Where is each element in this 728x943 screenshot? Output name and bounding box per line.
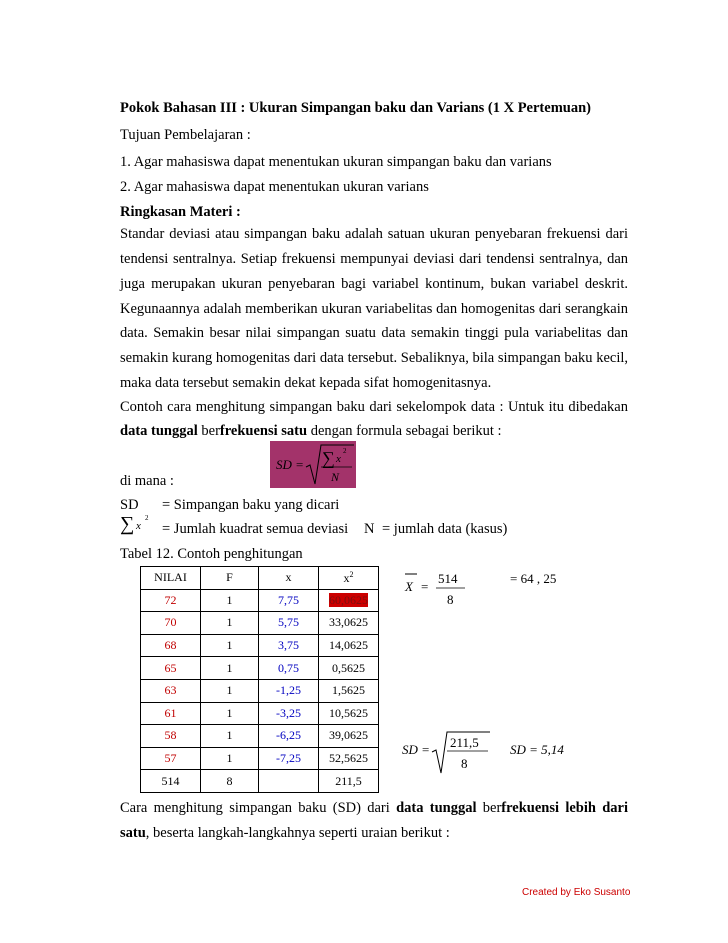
table-row bbox=[141, 634, 379, 657]
formula-var: x bbox=[336, 453, 341, 465]
page-heading: Pokok Bahasan III : Ukuran Simpangan baku dan Varians (1 X Pertemuan) bbox=[120, 100, 591, 116]
sd-formula bbox=[270, 441, 356, 488]
def-sd-symbol: SD bbox=[120, 497, 139, 513]
paragraph-line: data. Semakin besar nilai simpangan suatu data semakin tinggi pula variabelitas dan bbox=[120, 325, 628, 341]
sum-var: x bbox=[136, 520, 141, 532]
cell-x2: 0,5625 bbox=[319, 657, 379, 680]
cell-nilai: 68 bbox=[141, 634, 201, 657]
table-row bbox=[141, 657, 379, 680]
cell-f: 1 bbox=[201, 612, 259, 635]
cell-nilai: 63 bbox=[141, 679, 201, 702]
cell-x: 0,75 bbox=[259, 657, 319, 680]
text-span: Cara menghitung simpangan baku (SD) dari bbox=[120, 800, 397, 816]
paragraph-line: semakin kurang homogenitas dari data tersebut. Sebaliknya, bila simpangan baku kecil, bbox=[120, 350, 628, 366]
table-total-row bbox=[141, 770, 379, 793]
where-label: di mana : bbox=[120, 473, 174, 489]
bold-term: frekuensi lebih dari bbox=[501, 800, 628, 816]
sd-num: 211,5 bbox=[450, 735, 479, 750]
bold-term: satu bbox=[120, 825, 146, 841]
sd-numeric-formula bbox=[400, 728, 590, 776]
cell-f: 1 bbox=[201, 702, 259, 725]
mean-eq: = bbox=[421, 579, 429, 594]
text-span: ber bbox=[476, 800, 502, 816]
table-caption: Tabel 12. Contoh penghitungan bbox=[120, 546, 303, 562]
objectives-label: Tujuan Pembelajaran : bbox=[120, 127, 251, 143]
mean-lhs: X bbox=[405, 579, 413, 594]
cell-nilai: 61 bbox=[141, 702, 201, 725]
def-n-text: = jumlah data (kasus) bbox=[382, 521, 508, 537]
total-nilai: 514 bbox=[141, 770, 201, 793]
table-row bbox=[141, 679, 379, 702]
mean-formula bbox=[395, 568, 585, 610]
mean-result: = 64 , 25 bbox=[510, 571, 557, 586]
table-row bbox=[141, 702, 379, 725]
bold-term: data tunggal bbox=[120, 423, 198, 439]
sum-exp: 2 bbox=[145, 514, 149, 522]
sd-result: SD = 5,14 bbox=[510, 742, 564, 757]
cell-f: 1 bbox=[201, 634, 259, 657]
sum-symbol: ∑ bbox=[322, 448, 335, 468]
header-nilai: NILAI bbox=[141, 567, 201, 590]
cell-x: -3,25 bbox=[259, 702, 319, 725]
cell-x2: 1,5625 bbox=[319, 679, 379, 702]
header-x2: $x^2$ bbox=[319, 567, 379, 590]
text-span: dengan formula sebagai berikut : bbox=[307, 423, 502, 439]
example-intro-2 bbox=[120, 422, 502, 440]
sd-lhs: SD = bbox=[402, 742, 430, 757]
def-n-symbol: N bbox=[364, 521, 375, 537]
cell-x2: 33,0625 bbox=[319, 612, 379, 635]
cell-nilai: 57 bbox=[141, 747, 201, 770]
bold-term: data tunggal bbox=[396, 800, 477, 816]
formula-lhs: SD = bbox=[276, 457, 304, 472]
cell-nilai: 72 bbox=[141, 589, 201, 612]
cell-x: -7,25 bbox=[259, 747, 319, 770]
table-row bbox=[141, 747, 379, 770]
paragraph-line: Standar deviasi atau simpangan baku adalah satuan ukuran penyebaran frekuensi dari bbox=[120, 226, 628, 242]
mean-num: 514 bbox=[438, 571, 458, 586]
cell-x2 bbox=[319, 589, 379, 612]
cell-x2: 52,5625 bbox=[319, 747, 379, 770]
paragraph-line: Kegunaannya adalah memberikan ukuran variabelitas dan homogenitas dari serangkain bbox=[120, 301, 628, 317]
cell-f: 1 bbox=[201, 679, 259, 702]
bottom-line-2 bbox=[120, 824, 450, 842]
text-span: , beserta langkah-langkahnya seperti uraian berikut : bbox=[145, 825, 450, 841]
cell-f: 1 bbox=[201, 725, 259, 748]
bold-term: frekuensi satu bbox=[219, 423, 308, 439]
cell-x2: 10,5625 bbox=[319, 702, 379, 725]
computation-table bbox=[140, 566, 379, 793]
sd-den: 8 bbox=[461, 756, 468, 771]
def-sd-text: = Simpangan baku yang dicari bbox=[162, 497, 340, 513]
table-row bbox=[141, 589, 379, 612]
header-x: x bbox=[259, 567, 319, 590]
bottom-line-1 bbox=[120, 799, 628, 817]
objective-1: 1. Agar mahasiswa dapat menentukan ukuran simpangan baku dan varians bbox=[120, 154, 552, 170]
objective-2: 2. Agar mahasiswa dapat menentukan ukuran varians bbox=[120, 179, 429, 195]
sd-formula-box bbox=[270, 441, 356, 488]
table-row bbox=[141, 612, 379, 635]
example-intro: Contoh cara menghitung simpangan baku dari sekelompok data : Untuk itu dibedakan bbox=[120, 399, 628, 415]
mean-den: 8 bbox=[447, 592, 454, 607]
sum-symbol: ∑ bbox=[120, 513, 135, 535]
cell-x: 7,75 bbox=[259, 589, 319, 612]
text-span: ber bbox=[197, 423, 220, 439]
paragraph-last-line: maka data tersebut semakin dekat kepada sifat homogenitasnya. bbox=[120, 375, 492, 391]
paragraph-line: juga merupakan ukuran penyebaran bagi variabel kontinum, bukan variabel deskrit. bbox=[120, 276, 628, 292]
footer-credit: Created by Eko Susanto bbox=[522, 887, 631, 898]
table-header-row bbox=[141, 567, 379, 590]
cell-f: 1 bbox=[201, 589, 259, 612]
total-f: 8 bbox=[201, 770, 259, 793]
cell-x: 5,75 bbox=[259, 612, 319, 635]
summary-label: Ringkasan Materi : bbox=[120, 204, 241, 220]
total-x2: 211,5 bbox=[319, 770, 379, 793]
highlighted-value: 60,0625 bbox=[329, 592, 368, 607]
formula-exp: 2 bbox=[343, 447, 347, 455]
cell-x: 3,75 bbox=[259, 634, 319, 657]
cell-x: -1,25 bbox=[259, 679, 319, 702]
cell-f: 1 bbox=[201, 657, 259, 680]
total-x bbox=[259, 770, 319, 793]
formula-den: N bbox=[331, 470, 340, 484]
cell-f: 1 bbox=[201, 747, 259, 770]
cell-nilai: 58 bbox=[141, 725, 201, 748]
paragraph-line: tendensi sentralnya. Setiap frekuensi mempunyai deviasi dari tendensi sentralnya, dan bbox=[120, 251, 628, 267]
cell-x2: 14,0625 bbox=[319, 634, 379, 657]
cell-nilai: 70 bbox=[141, 612, 201, 635]
cell-x2: 39,0625 bbox=[319, 725, 379, 748]
def-sum-symbol bbox=[120, 510, 156, 538]
header-f: F bbox=[201, 567, 259, 590]
def-sum-text: = Jumlah kuadrat semua deviasi bbox=[162, 521, 349, 537]
cell-nilai: 65 bbox=[141, 657, 201, 680]
table-row bbox=[141, 725, 379, 748]
cell-x: -6,25 bbox=[259, 725, 319, 748]
